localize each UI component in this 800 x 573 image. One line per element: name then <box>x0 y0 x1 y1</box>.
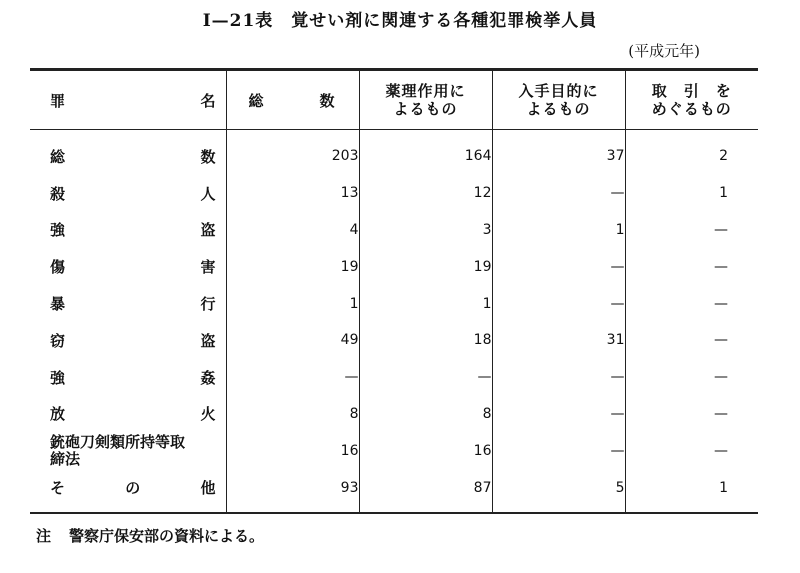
row-crime-name <box>30 212 226 249</box>
cell-pharmacological: 18 <box>359 322 492 359</box>
table-header-row <box>30 70 758 130</box>
table-title: Ⅰ—21表 覚せい剤に関連する各種犯罪検挙人員 <box>202 11 598 31</box>
cell-acquisition: 31 <box>492 322 625 359</box>
cell-total: 1 <box>226 285 359 322</box>
table-row <box>30 322 758 359</box>
cell-total: 93 <box>226 469 359 513</box>
cell-trade: 1 <box>625 175 758 212</box>
table-row <box>30 469 758 513</box>
cell-total: 16 <box>226 432 359 469</box>
note-text: 警察庁保安部の資料による。 <box>69 527 265 545</box>
crime-name-char: 窃 <box>50 331 66 350</box>
table-row <box>30 396 758 433</box>
crime-name-char: 総 <box>50 147 66 166</box>
cell-pharmacological: 1 <box>359 285 492 322</box>
cell-pharmacological: 87 <box>359 469 492 513</box>
row-crime-name <box>30 248 226 285</box>
header-total <box>226 70 359 130</box>
table-row <box>30 212 758 249</box>
cell-trade: — <box>625 322 758 359</box>
cell-acquisition: 1 <box>492 212 625 249</box>
cell-acquisition: — <box>492 248 625 285</box>
row-crime-name <box>30 130 226 175</box>
cell-total: 19 <box>226 248 359 285</box>
cell-pharmacological: 164 <box>359 130 492 175</box>
row-crime-name <box>30 175 226 212</box>
cell-total: — <box>226 359 359 396</box>
row-crime-name <box>30 396 226 433</box>
cell-pharmacological: 3 <box>359 212 492 249</box>
cell-pharmacological: 16 <box>359 432 492 469</box>
header-total-char: 数 <box>319 91 335 110</box>
crime-name-char: 殺 <box>50 184 66 203</box>
cell-acquisition: — <box>492 396 625 433</box>
crime-name-char: 姦 <box>200 368 216 387</box>
table-row <box>30 432 758 469</box>
header-line: 薬理作用に <box>385 82 466 100</box>
header-line: よるもの <box>526 100 591 118</box>
cell-trade: — <box>625 285 758 322</box>
header-line: 取 引 を <box>651 82 732 100</box>
cell-trade: — <box>625 212 758 249</box>
cell-total: 49 <box>226 322 359 359</box>
note-label: 注 <box>36 527 52 545</box>
cell-acquisition: — <box>492 285 625 322</box>
crime-name-char: 火 <box>200 405 216 424</box>
table-row <box>30 175 758 212</box>
table-row <box>30 359 758 396</box>
crime-name-char: 傷 <box>50 258 66 277</box>
cell-acquisition: — <box>492 359 625 396</box>
crime-name-line: 銃砲刀剣類所持等取 <box>50 432 186 451</box>
crime-name-char: 暴 <box>50 295 66 314</box>
row-crime-name <box>30 285 226 322</box>
table-year: (平成元年) <box>628 42 700 60</box>
cell-trade: — <box>625 432 758 469</box>
crime-name-char: 強 <box>50 221 66 240</box>
crime-name-char: 他 <box>200 479 216 498</box>
cell-total: 8 <box>226 396 359 433</box>
crime-name-char: 数 <box>200 147 216 166</box>
row-crime-name <box>30 359 226 396</box>
cell-trade: 1 <box>625 469 758 513</box>
cell-acquisition: 5 <box>492 469 625 513</box>
row-crime-name <box>30 432 226 469</box>
header-crime-name-char: 名 <box>200 91 216 110</box>
cell-total: 203 <box>226 130 359 175</box>
crime-name-char: 害 <box>200 258 216 277</box>
header-acquisition <box>492 70 625 130</box>
cell-trade: — <box>625 396 758 433</box>
header-line: よるもの <box>393 100 458 118</box>
cell-pharmacological: 19 <box>359 248 492 285</box>
cell-total: 4 <box>226 212 359 249</box>
crime-name-char: 人 <box>200 184 216 203</box>
crime-name-char: 盗 <box>200 331 216 350</box>
cell-trade: 2 <box>625 130 758 175</box>
crime-name-char: 放 <box>50 405 66 424</box>
header-trade <box>625 70 758 130</box>
cell-total: 13 <box>226 175 359 212</box>
row-crime-name <box>30 322 226 359</box>
cell-acquisition: — <box>492 432 625 469</box>
cell-trade: — <box>625 359 758 396</box>
crime-name-line: 締法 <box>50 449 81 468</box>
source-note <box>36 525 264 546</box>
cell-pharmacological: — <box>359 359 492 396</box>
header-crime-name <box>30 70 226 130</box>
header-pharmacological <box>359 70 492 130</box>
cell-acquisition: 37 <box>492 130 625 175</box>
cell-acquisition: — <box>492 175 625 212</box>
crime-name-char: 盗 <box>200 221 216 240</box>
crime-name-char: 強 <box>50 368 66 387</box>
crime-name-char: 行 <box>200 295 216 314</box>
crime-name-char: そ <box>50 479 66 498</box>
header-crime-name-char: 罪 <box>50 91 66 110</box>
table-row <box>30 130 758 175</box>
table-row <box>30 285 758 322</box>
row-crime-name <box>30 469 226 513</box>
header-line: 入手目的に <box>518 82 599 100</box>
header-total-char: 総 <box>248 91 264 110</box>
cell-pharmacological: 12 <box>359 175 492 212</box>
header-line: めぐるもの <box>651 100 732 118</box>
cell-pharmacological: 8 <box>359 396 492 433</box>
crime-name-char: の <box>125 479 141 498</box>
cell-trade: — <box>625 248 758 285</box>
crime-arrest-table <box>30 68 758 514</box>
table-row <box>30 248 758 285</box>
